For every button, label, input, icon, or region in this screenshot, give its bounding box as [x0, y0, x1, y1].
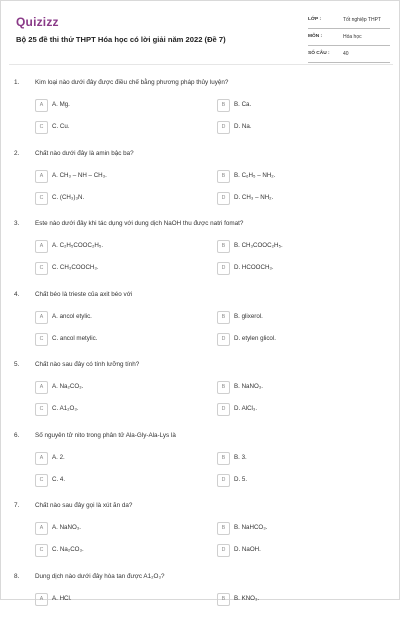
question-item	[1, 361, 400, 432]
option-letter-box: A	[35, 99, 48, 112]
answer-option-a[interactable]	[35, 99, 185, 111]
answer-option-b[interactable]	[217, 311, 367, 323]
answer-option-d[interactable]	[217, 474, 367, 486]
option-text: C. Na₂CO₃.	[52, 546, 84, 553]
question-number: 8.	[14, 573, 19, 580]
header-divider	[9, 64, 393, 65]
option-letter-box: C	[35, 192, 48, 205]
option-text: A. NaNO₃.	[52, 524, 81, 531]
answer-option-c[interactable]	[35, 192, 185, 204]
option-text: C. ancol metylic.	[52, 335, 97, 342]
question-text: Chất nào dưới đây là amin bậc ba?	[35, 150, 375, 157]
meta-count-label: SỐ CÂU :	[308, 51, 330, 56]
quizizz-logo: Quizizz	[16, 15, 59, 29]
answer-option-c[interactable]	[35, 544, 185, 556]
option-text: D. NaOH.	[234, 546, 261, 553]
option-letter-box: D	[217, 474, 230, 487]
question-list	[1, 79, 400, 643]
option-letter-box: C	[35, 403, 48, 416]
option-text: C. Cu.	[52, 123, 70, 130]
answer-option-d[interactable]	[217, 121, 367, 133]
question-item	[1, 502, 400, 573]
answer-option-d[interactable]	[217, 333, 367, 345]
answer-option-c[interactable]	[35, 121, 185, 133]
option-text: D. 5.	[234, 476, 247, 483]
question-text: Dung dịch nào dưới đây hòa tan được A1₂O₃?	[35, 573, 375, 580]
option-letter-box: C	[35, 544, 48, 557]
option-letter-box: C	[35, 121, 48, 134]
meta-subject-value: Hóa học	[343, 34, 362, 40]
option-text: A. HCl.	[52, 595, 72, 602]
option-text: D. HCOOCH₃.	[234, 264, 274, 271]
answer-option-a[interactable]	[35, 311, 185, 323]
question-number: 2.	[14, 150, 19, 157]
answer-option-b[interactable]	[217, 170, 367, 182]
answer-option-b[interactable]	[217, 381, 367, 393]
option-text: C. 4.	[52, 476, 65, 483]
option-letter-box: B	[217, 170, 230, 183]
option-letter-box: D	[217, 333, 230, 346]
question-item	[1, 432, 400, 503]
meta-subject-label: MÔN :	[308, 34, 322, 39]
option-letter-box: A	[35, 593, 48, 606]
option-text: B. NaHCO₃.	[234, 524, 267, 531]
question-item	[1, 150, 400, 221]
option-letter-box: C	[35, 474, 48, 487]
question-text: Số nguyên tử nito trong phân tử Ala-Gly-Ala-Lys là	[35, 432, 375, 439]
option-letter-box: A	[35, 381, 48, 394]
question-item	[1, 291, 400, 362]
option-letter-box: C	[35, 333, 48, 346]
meta-class-row	[308, 14, 390, 29]
answer-option-d[interactable]	[217, 403, 367, 415]
answer-option-d[interactable]	[217, 192, 367, 204]
option-letter-box: C	[35, 262, 48, 275]
option-text: A. 2.	[52, 454, 65, 461]
answer-option-a[interactable]	[35, 522, 185, 534]
option-letter-box: B	[217, 99, 230, 112]
question-item	[1, 79, 400, 150]
question-number: 3.	[14, 220, 19, 227]
option-letter-box: B	[217, 311, 230, 324]
meta-class-label: LỚP :	[308, 17, 321, 22]
meta-subject-row	[308, 31, 390, 46]
option-text: B. 3.	[234, 454, 247, 461]
option-text: A. C₂H₅COOC₂H₅.	[52, 242, 103, 249]
answer-option-a[interactable]	[35, 452, 185, 464]
option-text: D. Na.	[234, 123, 252, 130]
question-number: 1.	[14, 79, 19, 86]
option-text: D. AlCl₃.	[234, 405, 257, 412]
option-text: D. CH₃ – NH₂.	[234, 194, 273, 201]
answer-option-c[interactable]	[35, 333, 185, 345]
option-text: B. KNO₃.	[234, 595, 259, 602]
answer-option-a[interactable]	[35, 381, 185, 393]
answer-option-a[interactable]	[35, 593, 185, 605]
question-number: 7.	[14, 502, 19, 509]
option-text: B. glixerol.	[234, 313, 263, 320]
option-text: C. A1₂O₃.	[52, 405, 79, 412]
option-text: D. etylen glicol.	[234, 335, 276, 342]
answer-option-b[interactable]	[217, 593, 367, 605]
option-letter-box: D	[217, 403, 230, 416]
option-letter-box: D	[217, 262, 230, 275]
option-text: B. NaNO₃.	[234, 383, 263, 390]
option-letter-box: D	[217, 544, 230, 557]
option-letter-box: B	[217, 593, 230, 606]
meta-class-value: Tốt nghiệp THPT	[343, 17, 381, 23]
option-letter-box: A	[35, 311, 48, 324]
answer-option-b[interactable]	[217, 522, 367, 534]
question-number: 4.	[14, 291, 19, 298]
option-text: A. Mg.	[52, 101, 70, 108]
question-item	[1, 573, 400, 643]
option-letter-box: A	[35, 240, 48, 253]
question-text: Chất béo là trieste của axit béo với	[35, 291, 375, 298]
answer-option-a[interactable]	[35, 240, 185, 252]
option-letter-box: A	[35, 170, 48, 183]
meta-count-row	[308, 48, 390, 63]
answer-option-b[interactable]	[217, 240, 367, 252]
question-item	[1, 220, 400, 291]
option-letter-box: B	[217, 381, 230, 394]
answer-option-b[interactable]	[217, 452, 367, 464]
option-text: C. (CH₃)₃N.	[52, 194, 84, 201]
answer-option-c[interactable]	[35, 403, 185, 415]
document-title: Bộ 25 đề thi thử THPT Hóa học có lời giải năm 2022 (Đề 7)	[16, 35, 226, 44]
option-letter-box: B	[217, 522, 230, 535]
option-text: B. CH₃COOC₂H₅.	[234, 242, 283, 249]
answer-option-a[interactable]	[35, 170, 185, 182]
option-text: B. Ca.	[234, 101, 251, 108]
answer-option-b[interactable]	[217, 99, 367, 111]
question-text: Kim loại nào dưới đây được điều chế bằng phương pháp thủy luyện?	[35, 79, 375, 86]
question-number: 6.	[14, 432, 19, 439]
question-text: Este nào dưới đây khi tác dụng với dung dịch NaOH thu được natri fomat?	[35, 220, 375, 227]
option-text: A. ancol etylic.	[52, 313, 92, 320]
option-text: C. CH₃COOCH₃.	[52, 264, 99, 271]
option-letter-box: A	[35, 452, 48, 465]
question-number: 5.	[14, 361, 19, 368]
answer-option-d[interactable]	[217, 262, 367, 274]
worksheet-meta	[308, 14, 390, 65]
option-letter-box: B	[217, 452, 230, 465]
option-text: A. CH₃ – NH – CH₃.	[52, 172, 107, 179]
meta-count-value: 40	[343, 51, 349, 57]
question-text: Chất nào sau đây gọi là xút ăn da?	[35, 502, 375, 509]
option-text: A. Na₂CO₃.	[52, 383, 83, 390]
answer-option-c[interactable]	[35, 262, 185, 274]
option-letter-box: A	[35, 522, 48, 535]
answer-option-c[interactable]	[35, 474, 185, 486]
worksheet-header	[16, 13, 386, 59]
option-letter-box: D	[217, 121, 230, 134]
option-letter-box: D	[217, 192, 230, 205]
option-letter-box: B	[217, 240, 230, 253]
question-text: Chất nào sau đây có tính lưỡng tính?	[35, 361, 375, 368]
answer-option-d[interactable]	[217, 544, 367, 556]
option-text: B. C₆H₅ – NH₂.	[234, 172, 275, 179]
